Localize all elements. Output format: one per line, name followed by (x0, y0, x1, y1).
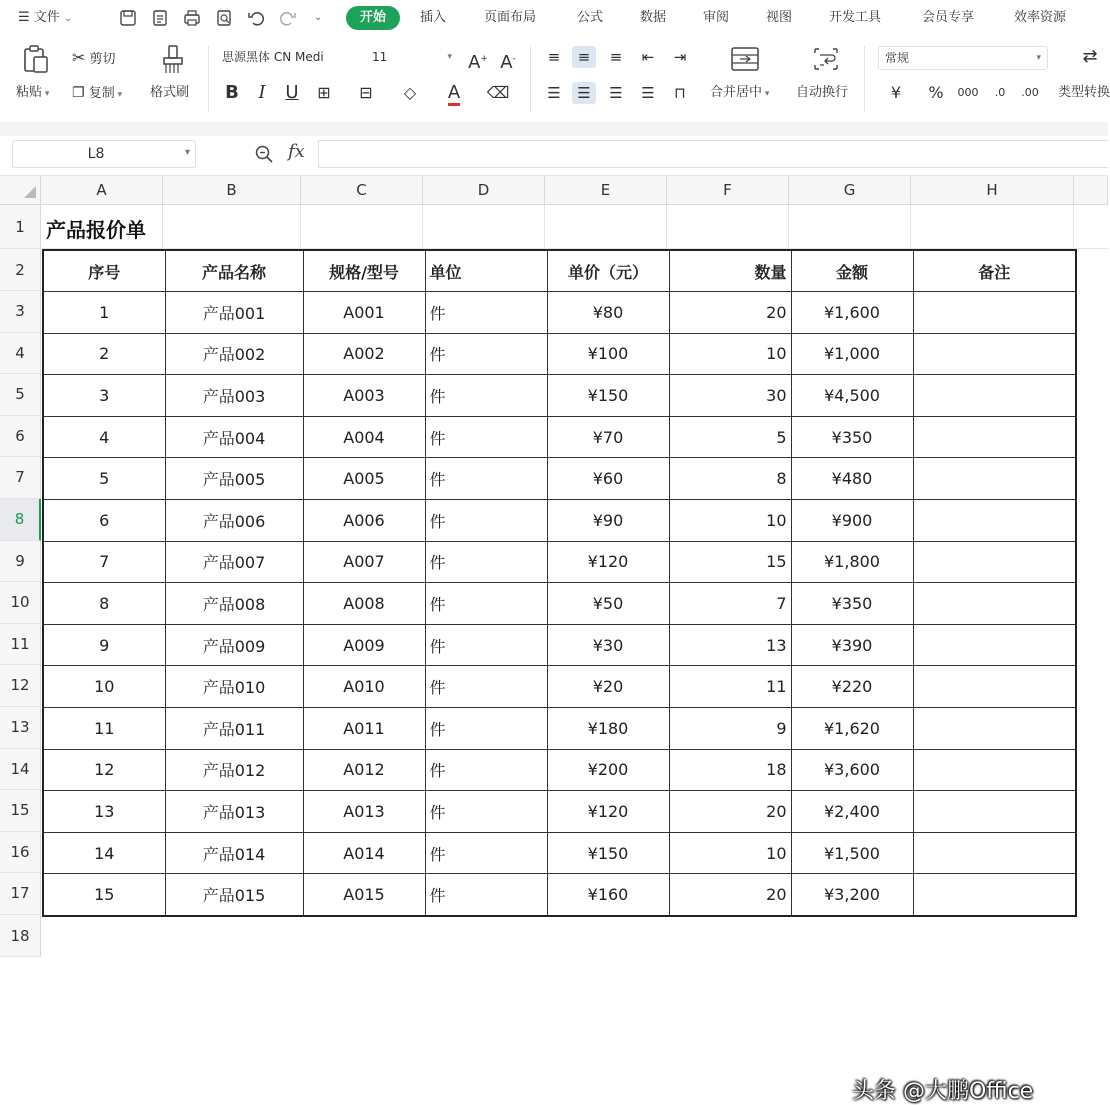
cell-product-name[interactable]: 产品012 (165, 749, 303, 791)
undo-icon[interactable] (246, 8, 266, 28)
file-menu[interactable] (18, 8, 72, 29)
cell-unit-price[interactable]: ¥150 (547, 375, 669, 417)
header-amount[interactable]: 金额 (791, 250, 913, 292)
cell-amount[interactable]: ¥350 (791, 416, 913, 458)
cell-quantity[interactable]: 20 (669, 874, 791, 916)
row-header-9[interactable]: 9 (0, 541, 41, 583)
column-header-c[interactable]: C (301, 176, 423, 205)
tab-page-layout[interactable]: 页面布局 (484, 10, 537, 25)
gridline (666, 205, 667, 249)
ribbon-divider (208, 46, 209, 112)
zoom-icon[interactable] (254, 144, 274, 168)
cell-unit[interactable]: 件 (425, 541, 547, 583)
header-spec-model[interactable]: 规格/型号 (303, 250, 425, 292)
cell-remark[interactable] (913, 874, 1076, 916)
cell-unit[interactable]: 件 (425, 874, 547, 916)
number-format-value: 常规 (885, 51, 910, 65)
table-row (43, 458, 1076, 500)
cell-seq[interactable]: 13 (43, 791, 165, 833)
cell-remark[interactable] (913, 292, 1076, 334)
spreadsheet-grid[interactable] (0, 176, 1108, 1104)
table-row (43, 708, 1076, 750)
cell-product-name[interactable]: 产品006 (165, 500, 303, 542)
table-row (43, 583, 1076, 625)
cell-seq[interactable]: 6 (43, 500, 165, 542)
thousands-separator-icon[interactable]: 000 (957, 86, 979, 99)
cell-unit-price[interactable]: ¥20 (547, 666, 669, 708)
cell-unit[interactable]: 件 (425, 666, 547, 708)
cell-unit[interactable]: 件 (425, 375, 547, 417)
increase-decimal-icon[interactable]: .0 (994, 86, 1006, 99)
cell-seq[interactable]: 9 (43, 624, 165, 666)
cell-unit-price[interactable]: ¥120 (547, 541, 669, 583)
cell-unit[interactable]: 件 (425, 292, 547, 334)
cell-quantity[interactable]: 9 (669, 708, 791, 750)
increase-font-icon[interactable]: A+ (468, 52, 488, 73)
tab-member[interactable]: 会员专享 (922, 10, 975, 25)
cell-quantity[interactable]: 11 (669, 666, 791, 708)
header-unit-price[interactable]: 单价（元） (547, 250, 669, 292)
table-row (43, 333, 1076, 375)
cell-spec-model[interactable]: A013 (303, 791, 425, 833)
cell-amount[interactable]: ¥900 (791, 500, 913, 542)
wrap-text-icon[interactable] (812, 46, 840, 72)
column-header-d[interactable]: D (423, 176, 545, 205)
cell-unit[interactable]: 件 (425, 791, 547, 833)
cell-unit[interactable]: 件 (425, 333, 547, 375)
row-header-18[interactable]: 18 (0, 915, 41, 957)
font-size-select[interactable] (366, 46, 458, 70)
increase-indent-icon[interactable]: ⇥ (673, 48, 687, 66)
font-name-value: 思源黑体 CN Medi (222, 50, 324, 64)
row-header-16[interactable]: 16 (0, 832, 41, 874)
header-quantity[interactable]: 数量 (669, 250, 791, 292)
chevron-down-icon: ⌄ (63, 13, 73, 24)
cell-quantity[interactable]: 18 (669, 749, 791, 791)
cell-product-name[interactable]: 产品008 (165, 583, 303, 625)
chevron-down-icon: ▾ (1036, 53, 1041, 63)
cell-spec-model[interactable]: A004 (303, 416, 425, 458)
cell-spec-model[interactable]: A014 (303, 832, 425, 874)
select-all-corner[interactable] (0, 176, 41, 205)
paste-icon[interactable] (22, 44, 50, 74)
save-icon[interactable] (118, 8, 138, 28)
format-painter-icon[interactable] (160, 44, 186, 76)
cell-quantity[interactable]: 5 (669, 416, 791, 458)
cell-quantity[interactable]: 20 (669, 292, 791, 334)
quote-table (42, 249, 1077, 917)
cell-product-name[interactable]: 产品002 (165, 333, 303, 375)
gridline (422, 205, 423, 249)
ribbon-divider (530, 46, 531, 112)
column-header-e[interactable]: E (545, 176, 667, 205)
cell-seq[interactable]: 5 (43, 458, 165, 500)
merge-center-button[interactable] (710, 84, 769, 103)
name-box[interactable] (12, 140, 196, 168)
cell-unit-price[interactable]: ¥60 (547, 458, 669, 500)
borders-icon[interactable]: ⊞ (317, 83, 331, 102)
font-name-select[interactable] (216, 46, 366, 70)
cell-spec-model[interactable]: A009 (303, 624, 425, 666)
cell-amount[interactable]: ¥1,000 (791, 333, 913, 375)
cell-product-name[interactable]: 产品010 (165, 666, 303, 708)
align-right-icon[interactable]: ☰ (609, 84, 623, 102)
cell-quantity[interactable]: 15 (669, 541, 791, 583)
column-header-f[interactable]: F (667, 176, 789, 205)
cell-seq[interactable]: 12 (43, 749, 165, 791)
cell-remark[interactable] (913, 583, 1076, 625)
cell-seq[interactable]: 4 (43, 416, 165, 458)
cell-unit[interactable]: 件 (425, 500, 547, 542)
row-header-6[interactable]: 6 (0, 416, 41, 458)
align-left-icon[interactable]: ☰ (547, 84, 561, 102)
cell-product-name[interactable]: 产品001 (165, 292, 303, 334)
type-convert-button[interactable]: 类型转换 (1058, 85, 1110, 100)
cell-product-name[interactable]: 产品015 (165, 874, 303, 916)
cell-spec-model[interactable]: A001 (303, 292, 425, 334)
header-product-name[interactable]: 产品名称 (165, 250, 303, 292)
watermark-text: 头条 @大鹏Office (852, 1079, 1034, 1104)
cell-quantity[interactable]: 10 (669, 333, 791, 375)
cell-unit[interactable]: 件 (425, 416, 547, 458)
cell-seq[interactable]: 2 (43, 333, 165, 375)
cell-remark[interactable] (913, 416, 1076, 458)
tab-developer[interactable]: 开发工具 (829, 10, 882, 25)
file-menu-label: 文件 (33, 10, 60, 25)
table-row (43, 292, 1076, 334)
tab-start[interactable]: 开始 (346, 6, 400, 30)
cell-unit-price[interactable]: ¥160 (547, 874, 669, 916)
italic-icon[interactable]: I (258, 82, 266, 103)
cell-unit-price[interactable]: ¥90 (547, 500, 669, 542)
print-preview-icon[interactable] (214, 8, 234, 28)
cell-seq[interactable]: 14 (43, 832, 165, 874)
cell-spec-model[interactable]: A007 (303, 541, 425, 583)
cell-unit-price[interactable]: ¥50 (547, 583, 669, 625)
gridline (300, 205, 301, 249)
cell-amount[interactable]: ¥480 (791, 458, 913, 500)
table-row (43, 416, 1076, 458)
distributed-icon[interactable]: ⊓ (674, 84, 686, 102)
currency-icon[interactable]: ¥ (890, 83, 902, 102)
cell-seq[interactable]: 7 (43, 541, 165, 583)
font-size-value: 11 (372, 50, 388, 64)
paste-button[interactable] (16, 84, 49, 103)
cell-remark[interactable] (913, 749, 1076, 791)
table-row (43, 666, 1076, 708)
decrease-decimal-icon[interactable]: .00 (1021, 86, 1039, 99)
cell-product-name[interactable]: 产品003 (165, 375, 303, 417)
cell-seq[interactable]: 10 (43, 666, 165, 708)
scissors-icon: ✂ (72, 48, 86, 67)
customize-toolbar-icon[interactable]: ⌄ (314, 12, 323, 23)
table-row (43, 791, 1076, 833)
column-header-overflow[interactable] (1074, 176, 1108, 205)
clear-format-icon[interactable]: ⌫ (486, 83, 510, 102)
cell-amount[interactable]: ¥1,620 (791, 708, 913, 750)
header-unit[interactable]: 单位 (425, 250, 547, 292)
chevron-down-icon: ▾ (762, 89, 770, 99)
gridline (1073, 205, 1074, 249)
copy-icon: ❐ (72, 85, 85, 101)
column-header-g[interactable]: G (789, 176, 911, 205)
tab-insert[interactable]: 插入 (420, 10, 447, 25)
wrap-text-button[interactable]: 自动换行 (796, 85, 849, 100)
copy-label: 复制 (88, 86, 115, 101)
formula-input[interactable] (318, 140, 1108, 168)
table-row (43, 832, 1076, 874)
cell-spec-model[interactable]: A010 (303, 666, 425, 708)
cell-unit-price[interactable]: ¥120 (547, 791, 669, 833)
paste-label: 粘贴 (16, 85, 43, 100)
cell-seq[interactable]: 11 (43, 708, 165, 750)
cell-amount[interactable]: ¥2,400 (791, 791, 913, 833)
align-bottom-icon[interactable]: ≡ (609, 48, 623, 66)
cell-amount[interactable]: ¥350 (791, 583, 913, 625)
menu-bar (0, 0, 1108, 36)
toolbar-gap (0, 122, 1108, 136)
cell-quantity[interactable]: 7 (669, 583, 791, 625)
cell-unit-price[interactable]: ¥150 (547, 832, 669, 874)
convert-icon[interactable]: ⇄ (1082, 46, 1098, 67)
decrease-font-icon[interactable]: A- (500, 52, 516, 73)
header-seq[interactable]: 序号 (43, 250, 165, 292)
table-row (43, 749, 1076, 791)
number-format-select[interactable] (878, 46, 1048, 70)
row-header-7[interactable]: 7 (0, 457, 41, 499)
table-row (43, 541, 1076, 583)
cell-unit-price[interactable]: ¥200 (547, 749, 669, 791)
cell-product-name[interactable]: 产品009 (165, 624, 303, 666)
cut-button[interactable] (72, 49, 116, 69)
chevron-down-icon: ▾ (447, 52, 452, 62)
cell-spec-model[interactable]: A003 (303, 375, 425, 417)
cell-quantity[interactable]: 13 (669, 624, 791, 666)
cell-seq[interactable]: 8 (43, 583, 165, 625)
cell-unit-price[interactable]: ¥180 (547, 708, 669, 750)
merge-center-icon[interactable] (730, 46, 760, 72)
row-header-14[interactable]: 14 (0, 749, 41, 791)
row-header-5[interactable]: 5 (0, 374, 41, 416)
cell-unit-price[interactable]: ¥30 (547, 624, 669, 666)
header-remark[interactable]: 备注 (913, 250, 1076, 292)
cell-amount[interactable]: ¥1,500 (791, 832, 913, 874)
cell-unit[interactable]: 件 (425, 458, 547, 500)
ribbon-toolbar (0, 36, 1108, 122)
print-icon[interactable] (182, 8, 202, 28)
gridline (910, 205, 911, 249)
row-header-11[interactable]: 11 (0, 624, 41, 666)
cell-spec-model[interactable]: A008 (303, 583, 425, 625)
cell-remark[interactable] (913, 541, 1076, 583)
sheet-title[interactable]: 产品报价单 (46, 218, 146, 242)
row-header-10[interactable]: 10 (0, 582, 41, 624)
cell-remark[interactable] (913, 500, 1076, 542)
merge-center-label: 合并居中 (710, 85, 763, 100)
row-header-8[interactable]: 8 (0, 499, 41, 541)
tab-review[interactable]: 审阅 (703, 10, 730, 25)
cell-quantity[interactable]: 10 (669, 500, 791, 542)
cell-spec-model[interactable]: A002 (303, 333, 425, 375)
row-header-12[interactable]: 12 (0, 665, 41, 707)
table-row (43, 500, 1076, 542)
cell-remark[interactable] (913, 791, 1076, 833)
row-header-1[interactable]: 1 (0, 205, 41, 249)
decrease-indent-icon[interactable]: ⇤ (641, 48, 655, 66)
cell-seq[interactable]: 1 (43, 292, 165, 334)
cut-label: 剪切 (89, 52, 116, 67)
cell-product-name[interactable]: 产品011 (165, 708, 303, 750)
cell-seq[interactable]: 3 (43, 375, 165, 417)
percent-icon[interactable]: % (928, 83, 944, 102)
bold-icon[interactable]: B (225, 82, 239, 103)
table-header-row (43, 250, 1076, 292)
tab-formulas[interactable]: 公式 (577, 10, 604, 25)
hamburger-icon: ☰ (18, 10, 30, 25)
align-center-icon[interactable]: ☰ (572, 82, 596, 104)
name-box-value: L8 (87, 146, 105, 162)
cell-quantity[interactable]: 30 (669, 375, 791, 417)
cell-remark[interactable] (913, 375, 1076, 417)
format-painter-button[interactable]: 格式刷 (150, 85, 190, 100)
cell-remark[interactable] (913, 832, 1076, 874)
cell-amount[interactable]: ¥3,200 (791, 874, 913, 916)
cell-unit[interactable]: 件 (425, 832, 547, 874)
cell-remark[interactable] (913, 458, 1076, 500)
cell-amount[interactable]: ¥1,800 (791, 541, 913, 583)
row-header-17[interactable]: 17 (0, 873, 41, 915)
justify-icon[interactable]: ☰ (641, 84, 655, 102)
fx-icon[interactable]: fx (288, 141, 305, 162)
ribbon-divider (864, 46, 865, 112)
cell-spec-model[interactable]: A011 (303, 708, 425, 750)
cell-product-name[interactable]: 产品013 (165, 791, 303, 833)
gridline (544, 205, 545, 249)
font-color-icon[interactable]: A (442, 82, 466, 104)
table-row (43, 375, 1076, 417)
column-header-b[interactable]: B (163, 176, 301, 205)
redo-icon[interactable] (278, 8, 298, 28)
row-header-15[interactable]: 15 (0, 790, 41, 832)
gridline (162, 205, 163, 249)
row-header-3[interactable]: 3 (0, 291, 41, 333)
row-header-2[interactable]: 2 (0, 249, 41, 291)
chevron-down-icon: ▾ (42, 89, 50, 99)
chevron-down-icon: ▾ (114, 90, 123, 100)
cell-quantity[interactable]: 8 (669, 458, 791, 500)
cell-remark[interactable] (913, 708, 1076, 750)
cell-spec-model[interactable]: A005 (303, 458, 425, 500)
cell-amount[interactable]: ¥1,600 (791, 292, 913, 334)
cell-unit[interactable]: 件 (425, 749, 547, 791)
cell-quantity[interactable]: 10 (669, 832, 791, 874)
gridline (788, 205, 789, 249)
cell-spec-model[interactable]: A012 (303, 749, 425, 791)
cell-style-icon[interactable]: ⊟ (359, 83, 373, 102)
cell-product-name[interactable]: 产品005 (165, 458, 303, 500)
cell-remark[interactable] (913, 666, 1076, 708)
tab-view[interactable]: 视图 (766, 10, 793, 25)
cell-quantity[interactable]: 20 (669, 791, 791, 833)
cell-amount[interactable]: ¥220 (791, 666, 913, 708)
cell-amount[interactable]: ¥3,600 (791, 749, 913, 791)
cell-product-name[interactable]: 产品014 (165, 832, 303, 874)
cell-unit-price[interactable]: ¥70 (547, 416, 669, 458)
cell-unit[interactable]: 件 (425, 583, 547, 625)
chevron-down-icon[interactable]: ▾ (184, 147, 190, 158)
table-row (43, 624, 1076, 666)
cell-amount[interactable]: ¥4,500 (791, 375, 913, 417)
fill-color-icon[interactable]: ◇ (403, 83, 417, 102)
row-header-4[interactable]: 4 (0, 333, 41, 375)
cell-product-name[interactable]: 产品004 (165, 416, 303, 458)
tab-efficiency[interactable]: 效率资源 (1014, 10, 1067, 25)
cell-unit-price[interactable]: ¥80 (547, 292, 669, 334)
column-header-h[interactable]: H (911, 176, 1074, 205)
export-pdf-icon[interactable] (150, 8, 170, 28)
underline-icon[interactable]: U (285, 82, 299, 103)
table-row (43, 874, 1076, 916)
cell-amount[interactable]: ¥390 (791, 624, 913, 666)
column-header-a[interactable]: A (41, 176, 163, 205)
cell-unit-price[interactable]: ¥100 (547, 333, 669, 375)
copy-button[interactable] (72, 84, 122, 104)
cell-product-name[interactable]: 产品007 (165, 541, 303, 583)
cell-spec-model[interactable]: A006 (303, 500, 425, 542)
tab-data[interactable]: 数据 (640, 10, 667, 25)
align-top-icon[interactable]: ≡ (547, 48, 561, 66)
cell-remark[interactable] (913, 333, 1076, 375)
cell-unit[interactable]: 件 (425, 708, 547, 750)
cell-remark[interactable] (913, 624, 1076, 666)
cell-unit[interactable]: 件 (425, 624, 547, 666)
cell-spec-model[interactable]: A015 (303, 874, 425, 916)
align-middle-icon[interactable]: ≡ (572, 46, 596, 68)
row-header-13[interactable]: 13 (0, 707, 41, 749)
cell-seq[interactable]: 15 (43, 874, 165, 916)
formula-bar (0, 136, 1108, 176)
